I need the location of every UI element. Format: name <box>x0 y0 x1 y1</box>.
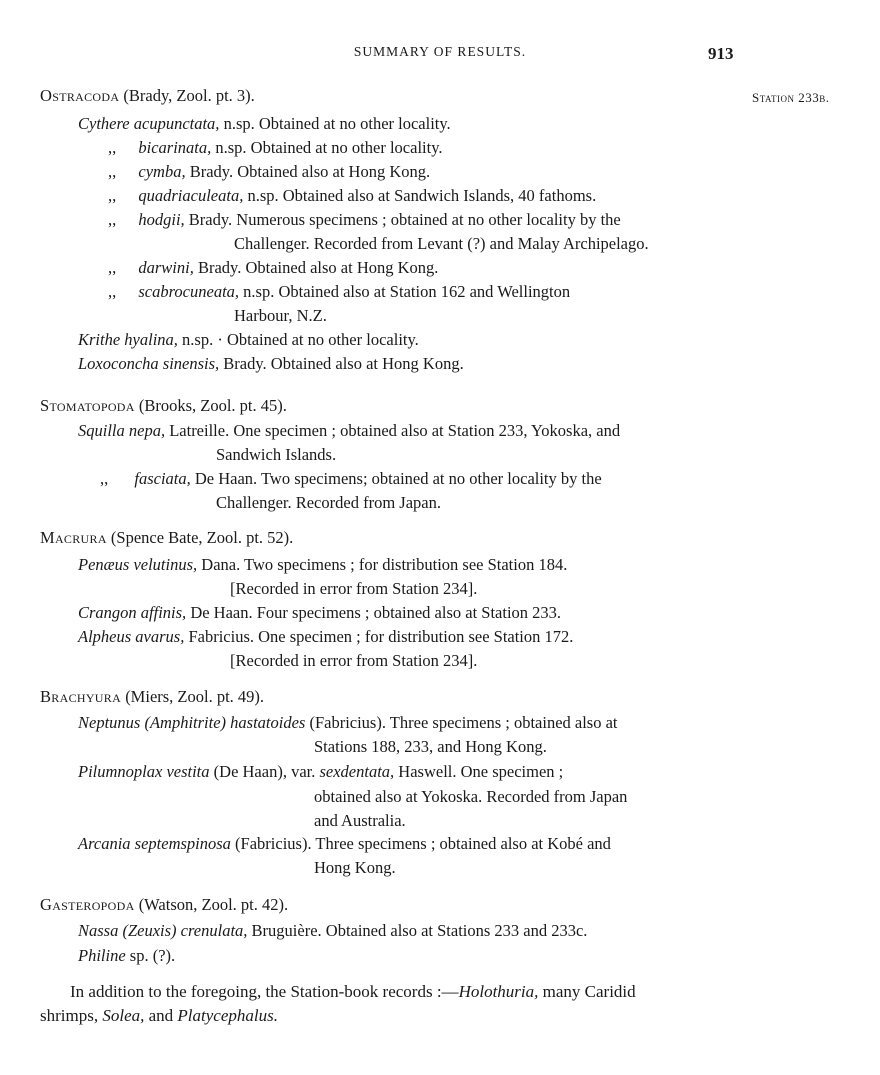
entry-line <box>100 469 602 489</box>
heading-ref: (Watson, Zool. pt. 42). <box>138 895 289 914</box>
species-name: Crangon affinis, <box>78 603 187 622</box>
heading-ref: (Spence Bate, Zool. pt. 52). <box>110 528 294 547</box>
species-name: Arcania septemspinosa <box>78 834 231 853</box>
species-name: Cythere acupunctata, <box>78 114 220 133</box>
species-name: hodgii, <box>138 210 185 229</box>
entry-text: Brady. Numerous specimens ; obtained at no other locality by the <box>184 210 621 229</box>
heading-label: Ostracoda <box>40 86 120 105</box>
closing-text: and <box>144 1006 178 1025</box>
page-number: 913 <box>708 44 734 63</box>
entry-text: De Haan. Two specimens; obtained at no other locality by the <box>190 469 602 488</box>
entry-text: Brady. Obtained also at Hong Kong. <box>185 162 431 181</box>
heading-ref: (Brooks, Zool. pt. 45). <box>138 396 287 415</box>
closing-text: In addition to the foregoing, the Station-book records :— <box>70 982 459 1001</box>
entry-text: Brady. Obtained also at Hong Kong. <box>219 354 464 373</box>
entry-line <box>78 834 611 854</box>
entry-continuation: Challenger. Recorded from Japan. <box>216 493 441 512</box>
heading-label: Stomatopoda <box>40 396 135 415</box>
entry-line <box>78 114 451 134</box>
ditto-mark: ,, <box>108 186 117 205</box>
genus-name: Solea, <box>102 1006 145 1025</box>
entry-text: n.sp. Obtained also at Station 162 and Wellington <box>239 282 571 301</box>
heading-label: Gasteropoda <box>40 895 135 914</box>
entry-text: n.sp. · Obtained at no other locality. <box>177 330 419 349</box>
entry-line <box>78 921 587 941</box>
entry-continuation: Hong Kong. <box>314 858 396 877</box>
closing-text: many Caridid <box>538 982 636 1001</box>
ditto-mark: ,, <box>108 210 117 229</box>
genus-name: Holothuria, <box>458 982 539 1001</box>
entry-line <box>78 354 464 374</box>
entry-continuation: Stations 188, 233, and Hong Kong. <box>314 737 547 756</box>
ditto-mark: ,, <box>108 138 117 157</box>
closing-paragraph-line-2 <box>40 1006 278 1026</box>
entry-line <box>108 186 596 206</box>
entry-text: Bruguière. Obtained also at Stations 233 and 233c. <box>247 921 588 940</box>
entry-line <box>78 627 573 647</box>
section-heading-ostracoda <box>40 86 255 106</box>
section-heading-brachyura <box>40 687 264 707</box>
entry-continuation: [Recorded in error from Station 234]. <box>230 651 478 670</box>
entry-line <box>108 258 438 278</box>
species-name: quadriaculeata, <box>138 186 244 205</box>
entry-line <box>78 421 620 441</box>
entry-line <box>108 282 570 302</box>
entry-text: sp. (?). <box>125 946 176 965</box>
species-name: Nassa (Zeuxis) crenulata, <box>78 921 248 940</box>
species-name: Pilumnoplax vestita <box>78 762 210 781</box>
entry-continuation: [Recorded in error from Station 234]. <box>230 579 478 598</box>
variety-name: sexdentata, <box>319 762 395 781</box>
closing-text: shrimps, <box>40 1006 103 1025</box>
ditto-mark: ,, <box>108 258 117 277</box>
entry-continuation: and Australia. <box>314 811 406 830</box>
entry-text: Fabricius. One specimen ; for distribution see Station 172. <box>184 627 574 646</box>
entry-line <box>78 555 567 575</box>
species-name: Squilla nepa, <box>78 421 166 440</box>
entry-text: n.sp. Obtained at no other locality. <box>219 114 451 133</box>
heading-ref: (Brady, Zool. pt. 3). <box>123 86 255 105</box>
species-name: fasciata, <box>134 469 191 488</box>
entry-line <box>78 713 618 733</box>
entry-text: (De Haan), var. <box>209 762 320 781</box>
entry-text: De Haan. Four specimens ; obtained also at Station 233. <box>186 603 562 622</box>
section-heading-stomatopoda <box>40 396 287 416</box>
species-name: scabrocuneata, <box>138 282 240 301</box>
species-name: Alpheus avarus, <box>78 627 185 646</box>
entry-line <box>108 162 430 182</box>
entry-line <box>108 210 621 230</box>
entry-text: Dana. Two specimens ; for distribution see Station 184. <box>197 555 568 574</box>
entry-continuation: obtained also at Yokoska. Recorded from Japan <box>314 787 628 806</box>
entry-line <box>78 603 561 623</box>
heading-label: Brachyura <box>40 687 122 706</box>
entry-line <box>78 330 419 350</box>
station-side-note: Station 233b. <box>752 90 830 105</box>
entry-text: n.sp. Obtained also at Sandwich Islands, 40 fathoms. <box>243 186 597 205</box>
species-name: Neptunus (Amphitrite) hastatoides <box>78 713 306 732</box>
section-heading-macrura <box>40 528 293 548</box>
ditto-mark: ,, <box>108 162 117 181</box>
entry-text: (Fabricius). Three specimens ; obtained also at <box>305 713 618 732</box>
entry-continuation: Sandwich Islands. <box>216 445 337 464</box>
closing-paragraph-line-1 <box>70 982 636 1002</box>
section-heading-gasteropoda <box>40 895 288 915</box>
genus-name: Platycephalus. <box>177 1006 278 1025</box>
species-name: Philine <box>78 946 126 965</box>
entry-text: Latreille. One specimen ; obtained also at Station 233, Yokoska, and <box>165 421 621 440</box>
species-name: darwini, <box>138 258 194 277</box>
entry-line <box>108 138 443 158</box>
entry-continuation: Challenger. Recorded from Levant (?) and Malay Archipelago. <box>234 234 649 253</box>
entry-text: (Fabricius). Three specimens ; obtained also at Kobé and <box>230 834 611 853</box>
entry-text: n.sp. Obtained at no other locality. <box>211 138 443 157</box>
species-name: cymba, <box>138 162 186 181</box>
entry-text: Brady. Obtained also at Hong Kong. <box>193 258 439 277</box>
entry-continuation: Harbour, N.Z. <box>234 306 327 325</box>
heading-ref: (Miers, Zool. pt. 49). <box>125 687 265 706</box>
species-name: Penæus velutinus, <box>78 555 198 574</box>
species-name: Krithe hyalina, <box>78 330 178 349</box>
heading-label: Macrura <box>40 528 107 547</box>
species-name: Loxoconcha sinensis, <box>78 354 220 373</box>
running-header: SUMMARY OF RESULTS. <box>353 44 527 59</box>
ditto-mark: ,, <box>108 282 117 301</box>
species-name: bicarinata, <box>138 138 212 157</box>
ditto-mark: ,, <box>100 469 109 488</box>
entry-line <box>78 762 563 782</box>
entry-text: Haswell. One specimen ; <box>394 762 564 781</box>
entry-line <box>78 946 175 966</box>
